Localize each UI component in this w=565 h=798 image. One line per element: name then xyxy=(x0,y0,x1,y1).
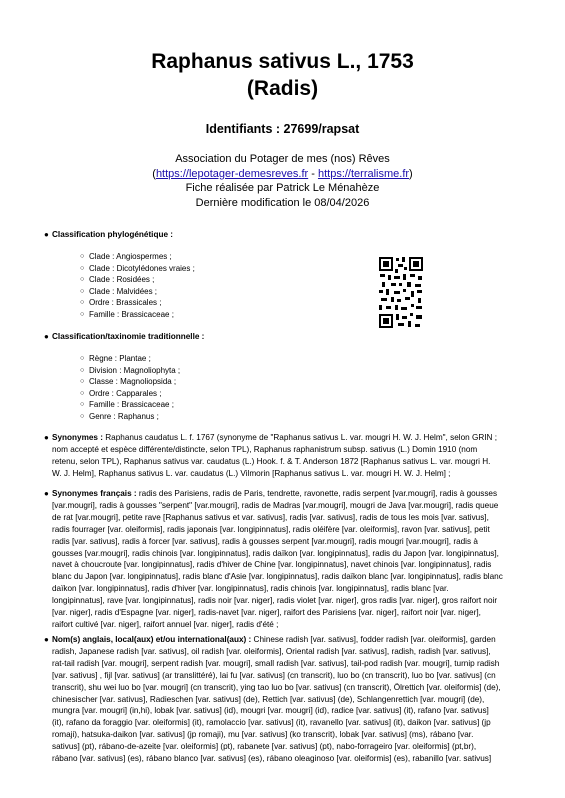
synonymes-fr-line: blanc du Japon [var. longipinnatus], radis blanc d'Asie [var. longipinnatus], radis daïkon blanc [var. longipinnatus], radis blanc xyxy=(52,572,503,582)
noms-line: Chinese radish [var. sativus], fodder radish [var. oleiformis], garden xyxy=(251,635,496,644)
synonymes-fr-line: navet à choucroute [var. longipinnatus], radis d'hiver de Chine [var. longipinnatus], navet chinois [var. longipinnatus], radis xyxy=(52,560,492,570)
paren-close: ) xyxy=(409,167,413,180)
trad-item: ○ Classe : Magnoliopsida ; xyxy=(80,376,180,388)
trad-item: ○ Division : Magnoliophyta ; xyxy=(80,365,180,377)
noms-line: radish, Japanese radish [var. sativus], oil radish [var. oleiformis], Oriental radish [var. sativus], radish, radish [var. sativus], xyxy=(52,646,491,656)
noms-line: (it), rafano da foraggio [var. oleiformis] (it), ramolaccio [var. sativus] (it), ravanello [var. sativus] (it), daikon [var. sativus] (jp xyxy=(52,718,491,728)
terralisme-link[interactable]: https://terralisme.fr xyxy=(317,167,410,180)
noms-line: [var. sativus] , fijl [var. sativus] (ar translittéré), lai fu [var. sativus] (cn transcrit), luo bo (cn transcrit), luo bo [var. sativus] (cn xyxy=(52,670,496,680)
link-separator: - xyxy=(308,167,318,180)
qr-code-icon[interactable] xyxy=(378,256,424,329)
synonymes-fr-line: gousses [var.mougri], radis chinois [var. longipinnatus], radis daïkon [var. longipinnatus], radis du Japon [var. longipinnatus], xyxy=(52,548,499,558)
synonymes-line: W. J. Helm], Raphanus sativus L. var. caudatus (L.) Vilmorin [Raphanus sativus L. var. mougri H. W. J. Helm] ; xyxy=(52,468,451,478)
synonymes-line: Raphanus caudatus L. f. 1767 (synonyme de "Raphanus sativus L. var. mougri H. W. J. Helm", selon GRIN ; xyxy=(102,433,497,442)
noms-line: mungra [var. mougri] (in,hi), lobak [var. sativus] (id), mougri [var. mougri] (id), radice [var. sativus] (it), rafano [var. sativus] xyxy=(52,706,489,716)
trad-item: ○ Règne : Plantae ; xyxy=(80,353,180,365)
phylo-list xyxy=(80,251,195,321)
synonymes-fr-line: radis des Parisiens, radis de Paris, tendrette, ravonette, radis serpent [var.mougri], radis à gousses xyxy=(136,489,498,498)
synonymes-fr-section xyxy=(44,488,530,631)
trad-item: ○ Genre : Raphanus ; xyxy=(80,411,180,423)
noms-line: romaji), hatsuka-daikon [var. sativus] (jp romaji), mu [var. sativus] (ko transcrit), lobak [var. sativus] (ms), rábano [var. xyxy=(52,730,474,740)
phylo-section xyxy=(44,229,530,241)
synonymes-fr-line: [var. niger], radis d'Espagne [var. niger], radis-navet [var. niger], raifort des Parisiens [var. niger], raifort noir [var. niger], xyxy=(52,608,481,618)
association-name: Association du Potager de mes (nos) Rêves xyxy=(175,153,390,165)
noms-line: sativus] (pt), rábano-de-azeite [var. oleiformis] (pt), rabanete [var. sativus] (pt), nabo-forrageiro [var. oleiformis] (pt,br), xyxy=(52,742,477,752)
noms-label: Nom(s) anglais, local(aux) et/ou international(aux) : xyxy=(52,635,252,644)
synonymes-fr-line: [var.mougri], radis à gousses "serpent" [var.mougri], radis de Madras [var.mougri], mougri de Java [var.mougri], radis queue xyxy=(52,500,499,510)
trad-item: ○ Ordre : Capparales ; xyxy=(80,388,180,400)
phylo-item: ○ Ordre : Brassicales ; xyxy=(80,297,195,309)
paren-open: ( xyxy=(152,167,156,180)
synonymes-fr-line: raifort cultivé [var. niger], raifort annuel [var. niger], radis d'été ; xyxy=(52,619,279,629)
synonymes-fr-label: Synonymes français : xyxy=(52,489,137,498)
phylo-item: ○ Clade : Angiospermes ; xyxy=(80,251,195,263)
phylo-item: ○ Clade : Rosidées ; xyxy=(80,274,195,286)
title-line-2: (Radis) xyxy=(246,77,319,100)
page-title xyxy=(0,48,565,102)
bullet-icon: ● xyxy=(44,635,49,644)
phylo-item: ○ Clade : Malvidées ; xyxy=(80,286,195,298)
phylo-item: ○ Clade : Dicotylédones vraies ; xyxy=(80,263,195,275)
noms-section xyxy=(44,634,530,765)
noms-line: rábano [var. sativus] (es), rábano blanco [var. sativus] (es), rábano oleaginoso [var. oleiformis] (es), rabanillo [var. sativus] xyxy=(52,754,492,764)
phylo-heading: Classification phylogénétique : xyxy=(52,230,174,239)
synonymes-fr-line: de rat [var.mougri], petite rave [Raphanus sativus et var. sativus], radis [var. sativus], radis de tous les mois [var. sativus], xyxy=(52,512,489,522)
bullet-icon: ● xyxy=(44,230,49,239)
noms-line: chinesischer [var. sativus], Radieschen [var. sativus] (de), Rettich [var. sativus] (de), Schlangenrettich [var. mougri] (de), xyxy=(52,694,485,704)
modified-line: Dernière modification le 08/04/2026 xyxy=(195,196,370,209)
bullet-icon: ● xyxy=(44,489,49,498)
synonymes-fr-line: longipinnatus], rave [var. longipinnatus], radis noir [var. niger], radis violet [var. niger], gros radis [var. niger], gros raifort noir xyxy=(52,596,498,606)
synonymes-line: retenu, selon TPL), Raphanus sativus var. caudatus (L.) Hook. f. & T. Anderson 1872 [Raphanus sativus L. var. mougri H. xyxy=(52,456,491,466)
synonymes-line: nom accepté et espèce différente/distincte, selon TPL), Raphanus raphanistrum subsp. sativus (L.) Domin 1910 (nom xyxy=(52,444,478,454)
author-line: Fiche réalisée par Patrick Le Ménahèze xyxy=(185,182,380,194)
synonymes-label: Synonymes : xyxy=(52,433,103,442)
bullet-icon: ● xyxy=(44,332,49,341)
bullet-icon: ● xyxy=(44,433,49,442)
noms-line: transcrit), shu wei luo bo [var. mougri] (cn transcrit), ying tao luo bo [var. sativus] (cn transcrit), Ölrettich [var. oleiformis] (de), xyxy=(52,682,501,692)
synonymes-fr-line: radis [var. sativus], radis à forcer [var. sativus], radis à gousses serpent [var.mougri], radis mougri [var.mougri], radis à xyxy=(52,536,478,546)
synonymes-fr-line: daïkon [var. longipinnatus], radis d'hiver [var. longipinnatus], radis chinois [var. longipinnatus], radis blanc [var. xyxy=(52,584,449,594)
identifiants: Identifiants : 27699/rapsat xyxy=(205,122,360,136)
association-block xyxy=(0,152,565,210)
noms-line: rat-tail radish [var. mougri], serpent radish [var. mougri], small radish [var. sativus], tail-pod radish [var. mougri], turnip radish xyxy=(52,658,500,668)
potager-link[interactable]: https://lepotager-demesreves.fr xyxy=(155,167,309,180)
synonymes-fr-line: radis fourrager [var. oleiformis], radis japonais [var. longipinnatus], radis oléifère [var. oleiformis], ravon [var. sativus], petit xyxy=(52,524,490,534)
trad-heading: Classification/taxinomie traditionnelle : xyxy=(52,332,205,341)
phylo-item: ○ Famille : Brassicaceae ; xyxy=(80,309,195,321)
trad-list xyxy=(80,353,180,423)
trad-item: ○ Famille : Brassicaceae ; xyxy=(80,399,180,411)
synonymes-section xyxy=(44,432,530,480)
trad-section xyxy=(44,331,530,343)
title-line-1: Raphanus sativus L., 1753 xyxy=(151,50,414,73)
